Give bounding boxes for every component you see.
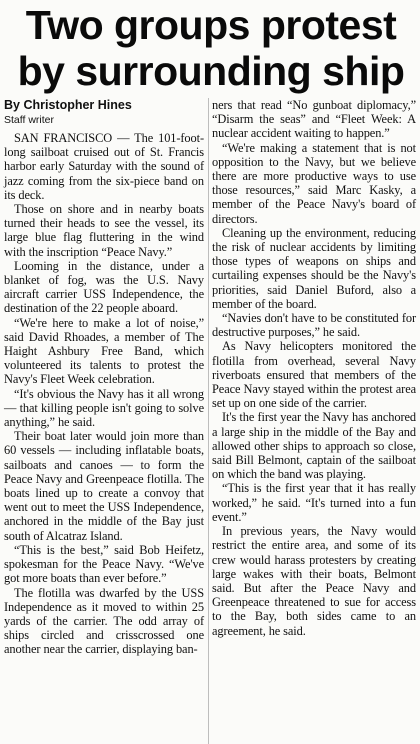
headline [6,2,416,94]
left-column [4,98,204,657]
paragraph: “It's obvious the Navy has it all wrong — that killing people isn't going to solve anything,” he said. [4,386,204,430]
paragraph: Cleaning up the environment, reducing the risk of nuclear accidents by limiting those types of weapons on ships and curtailing expenses should be the Navy's priorities, said Daniel Buford, also a member of the board. [212,225,416,311]
paragraph: It's the first year the Navy has anchored a large ship in the middle of the Bay and allowed other ships to approach so close, said Bill Belmont, captain of the sailboat on which the band was playing. [212,410,416,482]
paragraph: Those on shore and in nearby boats turned their heads to see the vessel, its large blue flag fluttering in the wind with the inscription “Peace Navy.” [4,202,204,259]
article-body [0,98,420,744]
paragraph: The flotilla was dwarfed by the USS Independence as it moved to within 25 yards of the carrier. The odd array of ships circled and crisscrossed one another near the carrier, displaying ban- [4,585,204,657]
paragraph: SAN FRANCISCO — The 101-foot-long sailboat cruised out of St. Francis harbor early Saturday with the sound of jazz coming from the six-piece band on its deck. [4,131,204,202]
dateline: SAN FRANCISCO [14,131,113,145]
byline: By Christopher Hines [4,98,132,112]
paragraph: Their boat later would join more than 60 vessels — including inflatable boats, sailboats and canoes — to form the Peace Navy and Greenpeace flotilla. The boats lined up to create a convoy that went out to meet the USS Independence, anchored in the middle of the Bay just south of Alcatraz Island. [4,429,204,543]
paragraph: As Navy helicopters monitored the flotilla from overhead, several Navy riverboats ensured that members of the Peace Navy stayed within the protest area set up on one side of the carrier. [212,339,416,411]
right-column [212,98,416,638]
paragraph: In previous years, the Navy would restrict the entire area, and some of its crew would harass protesters by creating large wakes with their boats, Belmont said. But after the Peace Navy and Greenpeace threatened to sue for access to the Bay, both sides came to an agreement, he said. [212,524,416,638]
headline-line-2: by surrounding ship [17,48,405,94]
paragraph: “Navies don't have to be constituted for destructive purposes,” he said. [212,311,416,340]
column-divider [208,98,209,744]
paragraph: “We're making a statement that is not opposition to the Navy, but we believe there are more productive ways to use those resources,” said Marc Kasky, a member of the Peace Navy's board of directors. [212,140,416,226]
paragraph: Looming in the distance, under a blanket of fog, was the U.S. Navy aircraft carrier USS Independence, the destination of the 22 people aboard. [4,258,204,316]
paragraph: “We're here to make a lot of noise,” said David Rhoades, a member of The Haight Ashbury Free Band, which volunteered its talents to protest the Navy's Fleet Week celebration. [4,315,204,387]
paragraph: “This is the first year that it has really worked,” he said. “It's turned into a fun event.” [212,481,416,524]
headline-line-1: Two groups protest [25,2,397,48]
paragraph: ners that read “No gunboat diplomacy,” “Disarm the seas” and “Fleet Week: A nuclear accident waiting to happen.” [212,98,416,141]
byline-role: Staff writer [4,114,54,126]
paragraph: “This is the best,” said Bob Heifetz, spokesman for the Peace Navy. “We've got more boats than ever before.” [4,542,204,586]
